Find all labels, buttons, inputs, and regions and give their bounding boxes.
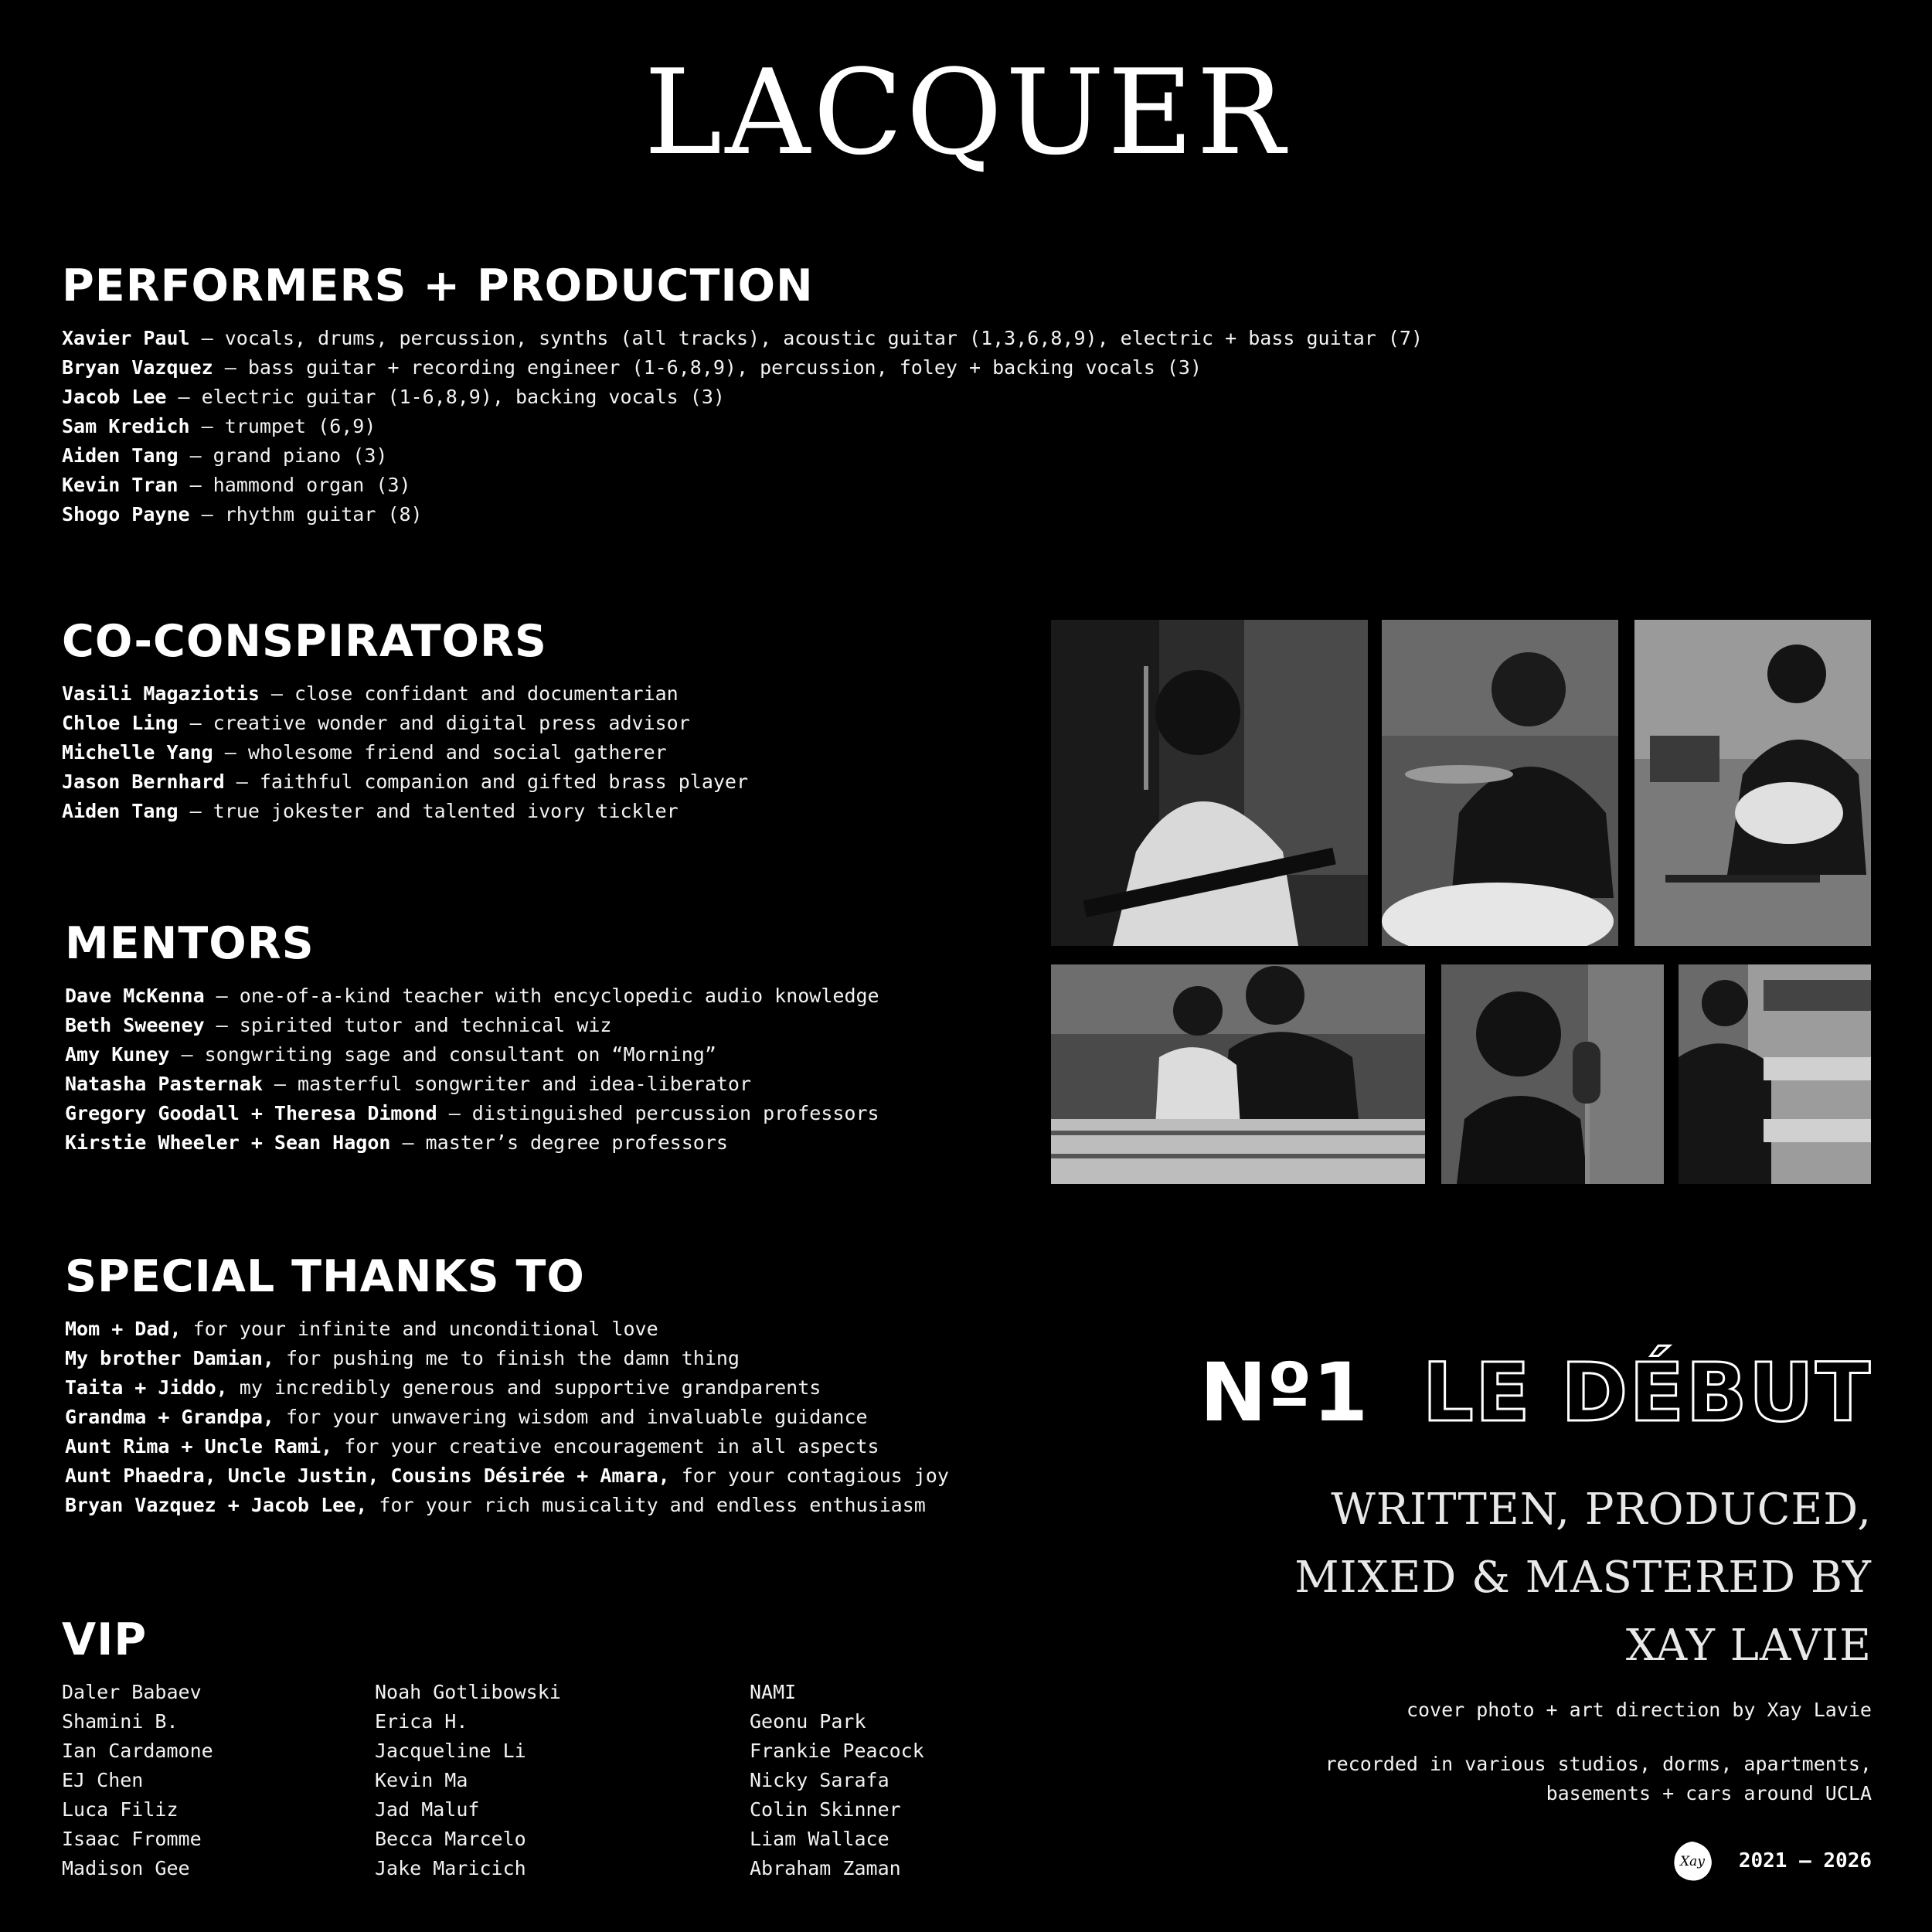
- photo-synth-rack: [1679, 964, 1871, 1184]
- credit-line-2: MIXED & MASTERED BY: [1294, 1553, 1872, 1603]
- vip-name: NAMI: [750, 1681, 797, 1703]
- credit-role: for pushing me to finish the damn thing: [274, 1347, 740, 1369]
- vip-columns: [62, 1678, 924, 1894]
- vip-name: Erica H.: [375, 1710, 468, 1733]
- credit-name: Gregory Goodall + Theresa Dimond: [65, 1102, 437, 1124]
- credit-role: – masterful songwriter and idea-liberator: [262, 1073, 752, 1095]
- vip-name: Frankie Peacock: [750, 1740, 924, 1762]
- vip-name: Kevin Ma: [375, 1769, 468, 1791]
- album-title: LACQUER: [644, 44, 1288, 181]
- credit-role: – wholesome friend and social gatherer: [213, 741, 667, 764]
- credit-role: for your unwavering wisdom and invaluable guidance: [274, 1406, 868, 1428]
- credit-name: Grandma + Grandpa,: [65, 1406, 274, 1428]
- credit-name: Bryan Vazquez: [62, 356, 213, 379]
- vip-name: Abraham Zaman: [750, 1857, 901, 1879]
- performer-line: [62, 324, 1423, 353]
- vip-column-2: [375, 1678, 561, 1883]
- thanks-line: [65, 1344, 949, 1373]
- credit-role: – spirited tutor and technical wiz: [204, 1014, 612, 1036]
- credit-role: – electric guitar (1-6,8,9), backing vocals (3): [166, 386, 725, 408]
- vip-name: Jacqueline Li: [375, 1740, 526, 1762]
- vip-column-1: [62, 1678, 213, 1883]
- credit-name: Beth Sweeney: [65, 1014, 205, 1036]
- vip-column-3: [750, 1678, 924, 1883]
- performer-line: [62, 471, 1423, 500]
- credit-role: for your infinite and unconditional love: [181, 1318, 658, 1340]
- vip-name: Isaac Fromme: [62, 1828, 202, 1850]
- thanks-line: [65, 1491, 949, 1520]
- thanks-line: [65, 1373, 949, 1403]
- vip-name: Liam Wallace: [750, 1828, 889, 1850]
- mentor-line: [65, 1011, 879, 1040]
- cover-credit: cover photo + art direction by Xay Lavie: [1406, 1699, 1872, 1721]
- credit-name: My brother Damian,: [65, 1347, 274, 1369]
- credit-role: – close confidant and documentarian: [259, 682, 679, 705]
- photo-mixing-console: [1051, 964, 1425, 1184]
- photo-guitarist-studio: [1634, 620, 1871, 946]
- credit-name: Kevin Tran: [62, 474, 179, 496]
- credit-role: – grand piano (3): [178, 444, 388, 467]
- credit-name: Natasha Pasternak: [65, 1073, 263, 1095]
- vip-heading: VIP: [62, 1614, 148, 1665]
- credit-name: Amy Kuney: [65, 1043, 170, 1066]
- credit-role: – trumpet (6,9): [189, 415, 376, 437]
- credit-role: for your rich musicality and endless enthusiasm: [367, 1494, 926, 1516]
- credit-name: Aunt Phaedra, Uncle Justin, Cousins Désirée + Amara,: [65, 1464, 670, 1487]
- credit-role: for your contagious joy: [669, 1464, 949, 1487]
- credit-name: Jason Bernhard: [62, 770, 225, 793]
- credit-role: – one-of-a-kind teacher with encyclopedic audio knowledge: [204, 985, 879, 1007]
- logo-text: Xay: [1679, 1854, 1705, 1869]
- credit-role: – true jokester and talented ivory tickler: [178, 800, 679, 822]
- credit-name: Mom + Dad,: [65, 1318, 182, 1340]
- recording-note-line-2: basements + cars around UCLA: [1546, 1782, 1872, 1804]
- special-thanks-list: [65, 1315, 949, 1520]
- credit-name: Michelle Yang: [62, 741, 213, 764]
- vip-name: Daler Babaev: [62, 1681, 202, 1703]
- mentors-heading: MENTORS: [65, 918, 315, 969]
- vip-name: Nicky Sarafa: [750, 1769, 889, 1791]
- album-name: LE DÉBUT: [1422, 1345, 1872, 1440]
- credit-role: for your creative encouragement in all aspects: [332, 1435, 879, 1458]
- credit-line-1: WRITTEN, PRODUCED,: [1331, 1485, 1872, 1535]
- production-credit: [1294, 1476, 1872, 1680]
- mentor-line: [65, 1070, 879, 1099]
- thanks-line: [65, 1432, 949, 1461]
- credit-role: – songwriting sage and consultant on “Morning”: [169, 1043, 716, 1066]
- co-conspirator-line: [62, 767, 748, 797]
- credit-line-3: XAY LAVIE: [1625, 1621, 1872, 1671]
- credit-name: Kirstie Wheeler + Sean Hagon: [65, 1131, 391, 1154]
- vip-name: Luca Filiz: [62, 1798, 179, 1821]
- credit-name: Xavier Paul: [62, 327, 190, 349]
- vip-name: Colin Skinner: [750, 1798, 901, 1821]
- vip-section: [62, 1614, 924, 1894]
- credit-name: Aunt Rima + Uncle Rami,: [65, 1435, 333, 1458]
- performers-heading: PERFORMERS + PRODUCTION: [62, 260, 814, 311]
- performer-line: [62, 441, 1423, 471]
- performer-line: [62, 383, 1423, 412]
- co-conspirator-line: [62, 738, 748, 767]
- vip-name: Noah Gotlibowski: [375, 1681, 561, 1703]
- mentor-line: [65, 1128, 879, 1158]
- photo-bassist-studio: [1051, 620, 1368, 946]
- performers-list: [62, 324, 1423, 529]
- credit-name: Aiden Tang: [62, 444, 179, 467]
- vip-name: Madison Gee: [62, 1857, 190, 1879]
- footer: [1671, 1838, 1872, 1884]
- photo-drummer-studio: [1382, 620, 1618, 946]
- co-conspirator-line: [62, 797, 748, 826]
- credit-role: – distinguished percussion professors: [437, 1102, 879, 1124]
- photo-vocalist-mic: [1441, 964, 1664, 1184]
- credit-role: – faithful companion and gifted brass player: [224, 770, 749, 793]
- credit-role: – vocals, drums, percussion, synths (all tracks), acoustic guitar (1,3,6,8,9), electric + bass guitar (7): [189, 327, 1423, 349]
- thanks-line: [65, 1315, 949, 1344]
- vip-name: Geonu Park: [750, 1710, 866, 1733]
- vip-name: Jad Maluf: [375, 1798, 480, 1821]
- album-heading: [1199, 1345, 1872, 1440]
- co-conspirators-heading: CO-CONSPIRATORS: [62, 616, 547, 667]
- credit-name: Chloe Ling: [62, 712, 179, 734]
- vip-name: Shamini B.: [62, 1710, 179, 1733]
- special-thanks-heading: SPECIAL THANKS TO: [65, 1251, 585, 1302]
- vip-name: Becca Marcelo: [375, 1828, 526, 1850]
- credit-name: Vasili Magaziotis: [62, 682, 260, 705]
- credit-name: Dave McKenna: [65, 985, 205, 1007]
- credit-role: – master’s degree professors: [390, 1131, 728, 1154]
- credit-name: Sam Kredich: [62, 415, 190, 437]
- mentor-line: [65, 1040, 879, 1070]
- performers-section: [62, 260, 1423, 529]
- credit-role: – bass guitar + recording engineer (1-6,8,9), percussion, foley + backing vocals (3): [213, 356, 1202, 379]
- special-thanks-section: [65, 1251, 949, 1520]
- album-number: Nº1: [1199, 1345, 1369, 1440]
- credit-name: Taita + Jiddo,: [65, 1376, 228, 1399]
- credit-name: Aiden Tang: [62, 800, 179, 822]
- thanks-line: [65, 1403, 949, 1432]
- mentors-list: [65, 981, 879, 1158]
- credit-role: – creative wonder and digital press advisor: [178, 712, 690, 734]
- performer-line: [62, 500, 1423, 529]
- credit-name: Shogo Payne: [62, 503, 190, 526]
- co-conspirators-list: [62, 679, 748, 826]
- credit-name: Bryan Vazquez + Jacob Lee,: [65, 1494, 368, 1516]
- thanks-line: [65, 1461, 949, 1491]
- credit-name: Jacob Lee: [62, 386, 167, 408]
- mentor-line: [65, 981, 879, 1011]
- credit-role: my incredibly generous and supportive grandparents: [227, 1376, 821, 1399]
- credit-role: – rhythm guitar (8): [189, 503, 423, 526]
- co-conspirators-section: [62, 616, 749, 826]
- co-conspirator-line: [62, 709, 748, 738]
- co-conspirator-line: [62, 679, 748, 709]
- vip-name: Ian Cardamone: [62, 1740, 213, 1762]
- vip-name: EJ Chen: [62, 1769, 144, 1791]
- year-range: 2021 – 2026: [1738, 1849, 1872, 1872]
- mentors-section: [65, 918, 879, 1158]
- recording-note-line-1: recorded in various studios, dorms, apartments,: [1325, 1753, 1872, 1775]
- performer-line: [62, 412, 1423, 441]
- performer-line: [62, 353, 1423, 383]
- vip-name: Jake Maricich: [375, 1857, 526, 1879]
- credit-role: – hammond organ (3): [178, 474, 411, 496]
- xay-logo-icon: [1671, 1839, 1714, 1883]
- recording-note: [1325, 1750, 1872, 1808]
- mentor-line: [65, 1099, 879, 1128]
